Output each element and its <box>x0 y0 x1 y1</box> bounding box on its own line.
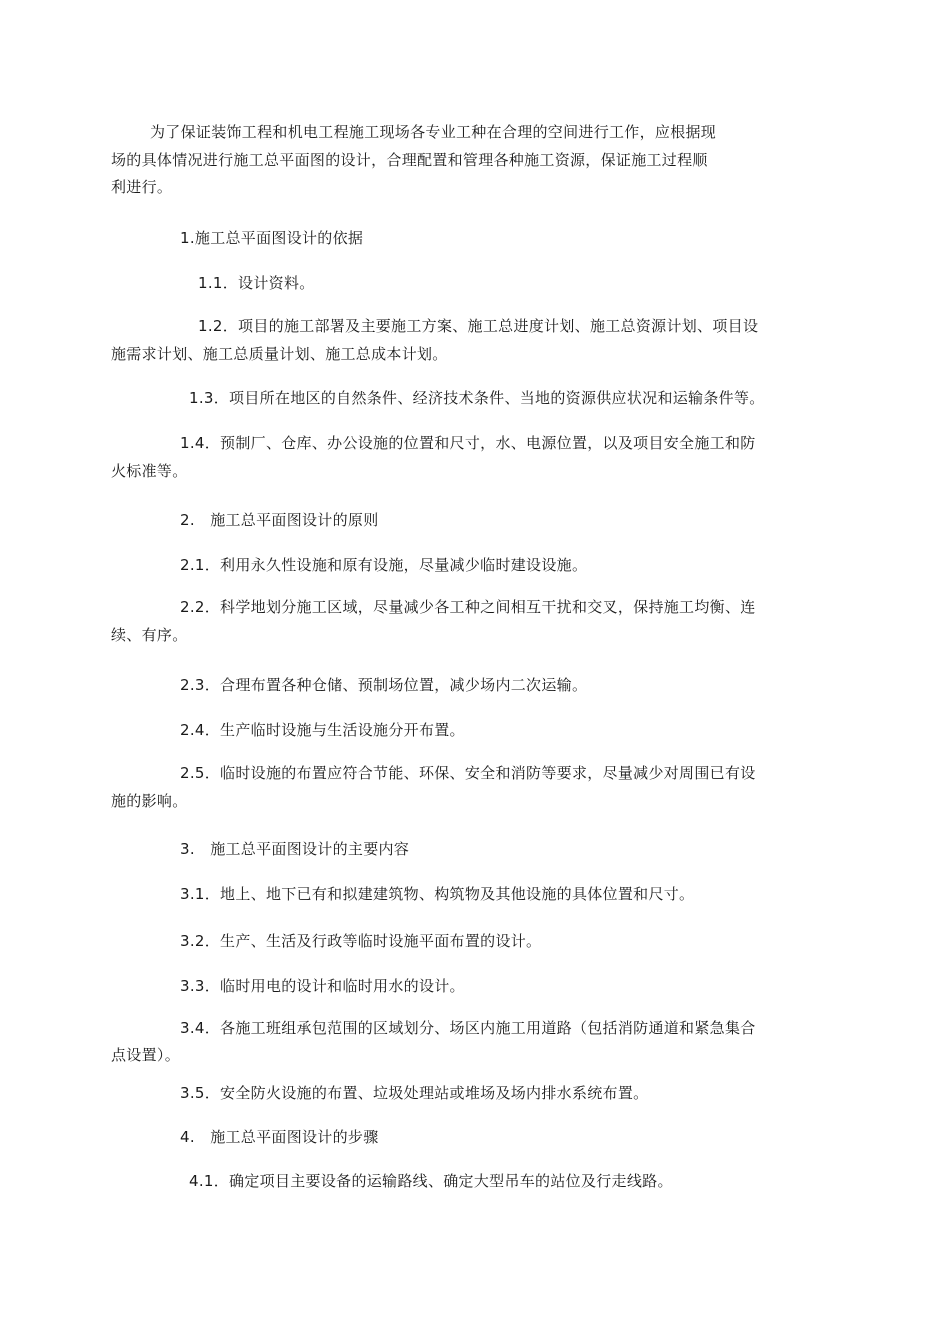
intro-line-3: 利进行。 <box>111 178 173 196</box>
item-1-4-line-1: 1.4．预制厂、仓库、办公设施的位置和尺寸，水、电源位置，以及项目安全施工和防 <box>180 434 756 452</box>
item-4-1: 4.1．确定项目主要设备的运输路线、确定大型吊车的站位及行走线路。 <box>189 1172 673 1190</box>
intro-line-1: 为了保证装饰工程和机电工程施工现场各专业工种在合理的空间进行工作，应根据现 <box>150 123 717 141</box>
item-3-3: 3.3．临时用电的设计和临时用水的设计。 <box>180 977 465 995</box>
item-2-1: 2.1．利用永久性设施和原有设施，尽量减少临时建设设施。 <box>180 556 588 574</box>
item-2-5-line-1: 2.5．临时设施的布置应符合节能、环保、安全和消防等要求，尽量减少对周围已有设 <box>180 764 756 782</box>
item-2-2-line-2: 续、有序。 <box>111 626 188 644</box>
item-2-2-line-1: 2.2．科学地划分施工区域，尽量减少各工种之间相互干扰和交叉，保持施工均衡、连 <box>180 598 756 616</box>
section-1-heading: 1.施工总平面图设计的依据 <box>180 229 364 247</box>
item-3-2: 3.2．生产、生活及行政等临时设施平面布置的设计。 <box>180 932 542 950</box>
item-1-3: 1.3．项目所在地区的自然条件、经济技术条件、当地的资源供应状况和运输条件等。 <box>189 389 765 407</box>
item-2-3: 2.3．合理布置各种仓储、预制场位置，减少场内二次运输。 <box>180 676 588 694</box>
item-2-5-line-2: 施的影响。 <box>111 792 188 810</box>
item-3-4-line-1: 3.4．各施工班组承包范围的区域划分、场区内施工用道路（包括消防通道和紧急集合 <box>180 1019 756 1037</box>
item-3-4-line-2: 点设置）。 <box>111 1046 181 1064</box>
item-1-1: 1.1．设计资料。 <box>198 274 315 292</box>
intro-line-2: 场的具体情况进行施工总平面图的设计，合理配置和管理各种施工资源，保证施工过程顺 <box>111 151 708 169</box>
item-3-1: 3.1．地上、地下已有和拟建建筑物、构筑物及其他设施的具体位置和尺寸。 <box>180 885 695 903</box>
section-2-heading: 2. 施工总平面图设计的原则 <box>180 511 379 529</box>
item-1-2-line-1: 1.2．项目的施工部署及主要施工方案、施工总进度计划、施工总资源计划、项目设 <box>198 317 759 335</box>
item-1-2-line-2: 施需求计划、施工总质量计划、施工总成本计划。 <box>111 345 448 363</box>
section-4-heading: 4. 施工总平面图设计的步骤 <box>180 1128 379 1146</box>
item-1-4-line-2: 火标准等。 <box>111 462 188 480</box>
section-3-heading: 3. 施工总平面图设计的主要内容 <box>180 840 410 858</box>
item-3-5: 3.5．安全防火设施的布置、垃圾处理站或堆场及场内排水系统布置。 <box>180 1084 649 1102</box>
item-2-4: 2.4．生产临时设施与生活设施分开布置。 <box>180 721 465 739</box>
